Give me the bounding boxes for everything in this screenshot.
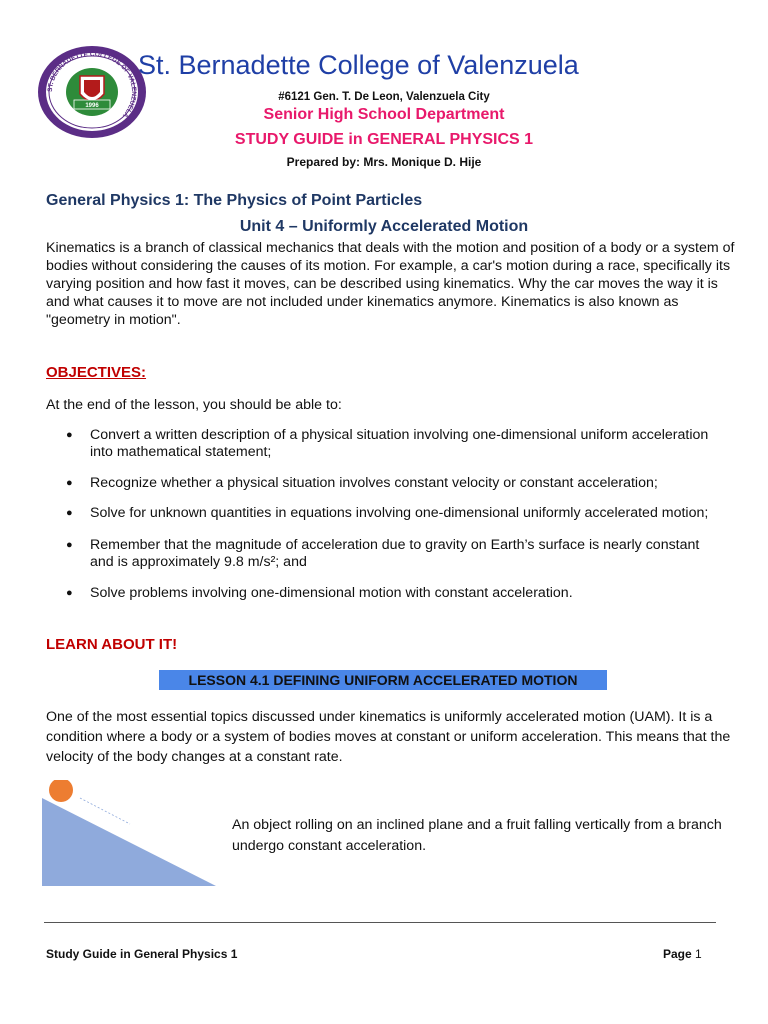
objective-item: ● Remember that the magnitude of acceleration due to gravity on Earth’s surface is nearly constant and is approximately 9.8 m/s²; and bbox=[46, 537, 726, 571]
page-number: 1 bbox=[695, 947, 702, 961]
objectives-list bbox=[46, 427, 726, 602]
svg-text:1996: 1996 bbox=[85, 103, 99, 109]
motion-arrow bbox=[80, 798, 130, 824]
uam-paragraph: One of the most essential topics discussed under kinematics is uniformly accelerated motion (UAM). It is a condition where a body or a system of bodies moves at constant or uniform acceleration. This means that the velocity of the body changes at a constant rate. bbox=[46, 709, 731, 765]
study-guide-title: STUDY GUIDE in GENERAL PHYSICS 1 bbox=[234, 131, 534, 148]
school-name: St. Bernadette College of Valenzuela bbox=[138, 50, 579, 80]
svg-text:ST. BERNADETTE COLLEGE OF VALE: ST. BERNADETTE COLLEGE OF VALENZUELA bbox=[46, 50, 138, 119]
school-address: #6121 Gen. T. De Leon, Valenzuela City bbox=[278, 91, 490, 103]
footer-divider bbox=[44, 922, 716, 923]
department-name: Senior High School Department bbox=[263, 106, 505, 123]
intro-paragraph: Kinematics is a branch of classical mechanics that deals with the motion and position of a body or a system of bodies without considering the causes of its motion. For example, a car's motion during a race, specifically its varying position and how fast it moves, can be described using kinematics. Why the car moves the way it is and what causes it to move are not included under kinematics anymore. Kinematics is also known as "geometry in motion". bbox=[46, 240, 735, 328]
inclined-plane bbox=[42, 798, 216, 886]
figure-caption: An object rolling on an inclined plane and a fruit falling vertically from a branch undergo constant acceleration. bbox=[232, 817, 722, 854]
page-indicator bbox=[663, 947, 702, 961]
course-title: General Physics 1: The Physics of Point Particles bbox=[46, 192, 423, 209]
lesson-title: LESSON 4.1 DEFINING UNIFORM ACCELERATED MOTION bbox=[188, 672, 578, 688]
objective-item: ● Recognize whether a physical situation involves constant velocity or constant acceleration; bbox=[46, 475, 726, 492]
page-label: Page bbox=[663, 947, 692, 961]
prepared-by: Prepared by: Mrs. Monique D. Hije bbox=[286, 155, 482, 169]
inclined-plane-figure bbox=[40, 780, 220, 888]
unit-title: Unit 4 – Uniformly Accelerated Motion bbox=[239, 218, 529, 235]
rolling-ball bbox=[49, 780, 73, 802]
objective-item: ● Convert a written description of a physical situation involving one-dimensional uniform acceleration into mathematical statement; bbox=[46, 427, 726, 461]
footer-guide-title: Study Guide in General Physics 1 bbox=[46, 947, 238, 961]
learn-about-it-heading: LEARN ABOUT IT! bbox=[46, 636, 178, 653]
objectives-heading: OBJECTIVES: bbox=[46, 364, 147, 381]
objective-item: ● Solve problems involving one-dimensional motion with constant acceleration. bbox=[46, 585, 726, 602]
objective-item: ● Solve for unknown quantities in equations involving one-dimensional uniformly accelerated motion; bbox=[46, 505, 726, 522]
objectives-lead: At the end of the lesson, you should be able to: bbox=[46, 397, 342, 413]
